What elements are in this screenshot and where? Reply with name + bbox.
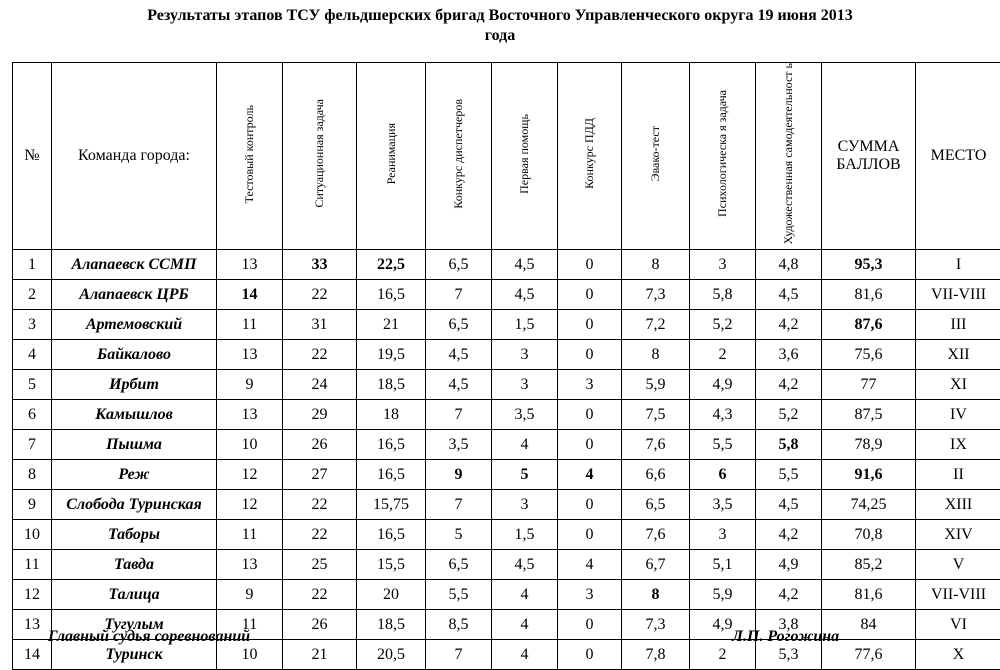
cell-reanim: 16,5 (357, 460, 426, 490)
cell-sum: 77 (822, 370, 916, 400)
table-row (13, 460, 1000, 490)
cell-sum: 78,9 (822, 430, 916, 460)
cell-art: 5,8 (756, 430, 822, 460)
footer-judge-label: Главный судья соревнований (48, 628, 250, 646)
cell-place: XII (916, 340, 1000, 370)
cell-sum: 87,5 (822, 400, 916, 430)
table-header-row (13, 63, 1000, 250)
cell-art: 4,2 (756, 520, 822, 550)
header-art (756, 63, 822, 250)
cell-num: 3 (13, 310, 52, 340)
cell-num: 5 (13, 370, 52, 400)
cell-disp: 5,5 (426, 580, 492, 610)
cell-disp: 7 (426, 640, 492, 670)
footer-judge-name: Л.П. Рогожина (732, 628, 839, 646)
cell-situ: 25 (283, 550, 357, 580)
cell-psych: 3 (690, 520, 756, 550)
cell-disp: 6,5 (426, 310, 492, 340)
header-psych (690, 63, 756, 250)
cell-psych: 4,9 (690, 610, 756, 640)
cell-sum: 84 (822, 610, 916, 640)
cell-sum: 81,6 (822, 580, 916, 610)
header-situ-label: Ситуационная задача (313, 99, 326, 208)
cell-num: 2 (13, 280, 52, 310)
cell-evac: 8 (622, 250, 690, 280)
cell-art: 4,2 (756, 580, 822, 610)
cell-situ: 24 (283, 370, 357, 400)
cell-pdd: 0 (558, 250, 622, 280)
cell-art: 3,8 (756, 610, 822, 640)
cell-disp: 7 (426, 400, 492, 430)
cell-evac: 5,9 (622, 370, 690, 400)
cell-pdd: 0 (558, 430, 622, 460)
cell-place: IV (916, 400, 1000, 430)
cell-sum: 74,25 (822, 490, 916, 520)
cell-situ: 27 (283, 460, 357, 490)
cell-art: 4,2 (756, 370, 822, 400)
cell-art: 5,5 (756, 460, 822, 490)
cell-team: Алапаевск ЦРБ (52, 280, 217, 310)
header-test (217, 63, 283, 250)
table-row (13, 430, 1000, 460)
cell-art: 5,3 (756, 640, 822, 670)
cell-team: Ирбит (52, 370, 217, 400)
table-row (13, 250, 1000, 280)
cell-num: 1 (13, 250, 52, 280)
cell-disp: 4,5 (426, 340, 492, 370)
cell-situ: 26 (283, 430, 357, 460)
cell-place: VII-VIII (916, 580, 1000, 610)
cell-team: Реж (52, 460, 217, 490)
header-num: № (13, 63, 52, 250)
cell-sum: 81,6 (822, 280, 916, 310)
cell-test: 11 (217, 310, 283, 340)
cell-num: 11 (13, 550, 52, 580)
cell-art: 4,9 (756, 550, 822, 580)
cell-evac: 7,2 (622, 310, 690, 340)
cell-pdd: 3 (558, 370, 622, 400)
cell-first-aid: 4 (492, 580, 558, 610)
cell-evac: 7,3 (622, 610, 690, 640)
title-line-2: года (0, 26, 1000, 46)
cell-evac: 7,5 (622, 400, 690, 430)
cell-test: 9 (217, 580, 283, 610)
cell-num: 4 (13, 340, 52, 370)
cell-situ: 22 (283, 580, 357, 610)
cell-situ: 26 (283, 610, 357, 640)
header-disp (426, 63, 492, 250)
cell-test: 11 (217, 610, 283, 640)
cell-disp: 9 (426, 460, 492, 490)
cell-first-aid: 3 (492, 370, 558, 400)
cell-situ: 29 (283, 400, 357, 430)
header-art-label: Художественная самодеятельност ь (782, 63, 795, 244)
cell-pdd: 3 (558, 580, 622, 610)
cell-disp: 8,5 (426, 610, 492, 640)
table-body (13, 250, 1000, 670)
cell-first-aid: 4,5 (492, 550, 558, 580)
cell-sum: 77,6 (822, 640, 916, 670)
cell-reanim: 20,5 (357, 640, 426, 670)
cell-team: Тавда (52, 550, 217, 580)
cell-first-aid: 5 (492, 460, 558, 490)
cell-reanim: 16,5 (357, 520, 426, 550)
cell-first-aid: 4 (492, 640, 558, 670)
cell-team: Пышма (52, 430, 217, 460)
cell-situ: 21 (283, 640, 357, 670)
cell-team: Тугулым (52, 610, 217, 640)
page-title (0, 6, 1000, 46)
cell-evac: 7,3 (622, 280, 690, 310)
cell-place: XIII (916, 490, 1000, 520)
header-first-aid (492, 63, 558, 250)
cell-situ: 22 (283, 280, 357, 310)
cell-disp: 6,5 (426, 550, 492, 580)
cell-place: VI (916, 610, 1000, 640)
table-row (13, 340, 1000, 370)
cell-psych: 4,3 (690, 400, 756, 430)
cell-num: 8 (13, 460, 52, 490)
cell-team: Туринск (52, 640, 217, 670)
cell-team: Байкалово (52, 340, 217, 370)
cell-disp: 7 (426, 280, 492, 310)
cell-evac: 6,6 (622, 460, 690, 490)
cell-reanim: 18,5 (357, 610, 426, 640)
cell-disp: 6,5 (426, 250, 492, 280)
cell-disp: 7 (426, 490, 492, 520)
header-disp-label: Конкурс диспетчеров (452, 99, 465, 209)
cell-art: 5,2 (756, 400, 822, 430)
cell-pdd: 4 (558, 460, 622, 490)
table-row (13, 580, 1000, 610)
cell-psych: 2 (690, 340, 756, 370)
header-test-label: Тестовый контроль (243, 105, 256, 203)
cell-first-aid: 3 (492, 490, 558, 520)
table-row (13, 310, 1000, 340)
cell-num: 13 (13, 610, 52, 640)
cell-place: III (916, 310, 1000, 340)
cell-team: Таборы (52, 520, 217, 550)
cell-place: I (916, 250, 1000, 280)
cell-pdd: 0 (558, 640, 622, 670)
cell-team: Слобода Туринская (52, 490, 217, 520)
cell-art: 4,8 (756, 250, 822, 280)
cell-sum: 75,6 (822, 340, 916, 370)
cell-pdd: 4 (558, 550, 622, 580)
cell-reanim: 22,5 (357, 250, 426, 280)
cell-psych: 3,5 (690, 490, 756, 520)
cell-evac: 8 (622, 340, 690, 370)
cell-test: 10 (217, 430, 283, 460)
cell-psych: 5,9 (690, 580, 756, 610)
cell-first-aid: 1,5 (492, 310, 558, 340)
cell-test: 13 (217, 340, 283, 370)
cell-art: 4,5 (756, 280, 822, 310)
cell-psych: 2 (690, 640, 756, 670)
cell-num: 10 (13, 520, 52, 550)
cell-psych: 5,1 (690, 550, 756, 580)
cell-situ: 22 (283, 340, 357, 370)
cell-evac: 7,6 (622, 430, 690, 460)
cell-situ: 33 (283, 250, 357, 280)
cell-pdd: 0 (558, 280, 622, 310)
cell-evac: 7,8 (622, 640, 690, 670)
cell-psych: 5,2 (690, 310, 756, 340)
header-first-aid-label: Первая помощь (518, 114, 531, 194)
cell-test: 10 (217, 640, 283, 670)
cell-team: Артемовский (52, 310, 217, 340)
header-evac (622, 63, 690, 250)
cell-test: 9 (217, 370, 283, 400)
cell-place: VII-VIII (916, 280, 1000, 310)
cell-test: 13 (217, 550, 283, 580)
header-sum: СУММА БАЛЛОВ (822, 63, 916, 250)
cell-test: 13 (217, 400, 283, 430)
cell-sum: 85,2 (822, 550, 916, 580)
cell-test: 11 (217, 520, 283, 550)
header-team: Команда города: (52, 63, 217, 250)
cell-psych: 4,9 (690, 370, 756, 400)
cell-reanim: 15,75 (357, 490, 426, 520)
cell-num: 14 (13, 640, 52, 670)
cell-place: X (916, 640, 1000, 670)
cell-art: 4,5 (756, 490, 822, 520)
header-pdd (558, 63, 622, 250)
results-table (12, 62, 1000, 670)
cell-num: 12 (13, 580, 52, 610)
cell-psych: 5,5 (690, 430, 756, 460)
cell-reanim: 16,5 (357, 280, 426, 310)
cell-disp: 5 (426, 520, 492, 550)
cell-pdd: 0 (558, 340, 622, 370)
table-row (13, 550, 1000, 580)
cell-sum: 95,3 (822, 250, 916, 280)
cell-psych: 5,8 (690, 280, 756, 310)
cell-situ: 22 (283, 520, 357, 550)
cell-pdd: 0 (558, 310, 622, 340)
cell-situ: 22 (283, 490, 357, 520)
cell-evac: 6,7 (622, 550, 690, 580)
title-line-1: Результаты этапов ТСУ фельдшерских бригад Восточного Управленческого округа 19 июня 2013 (0, 6, 1000, 26)
cell-first-aid: 1,5 (492, 520, 558, 550)
cell-psych: 3 (690, 250, 756, 280)
cell-first-aid: 4 (492, 430, 558, 460)
cell-pdd: 0 (558, 520, 622, 550)
cell-place: IX (916, 430, 1000, 460)
cell-num: 9 (13, 490, 52, 520)
cell-first-aid: 3 (492, 340, 558, 370)
cell-psych: 6 (690, 460, 756, 490)
cell-art: 4,2 (756, 310, 822, 340)
cell-team: Алапаевск ССМП (52, 250, 217, 280)
cell-test: 12 (217, 460, 283, 490)
cell-pdd: 0 (558, 490, 622, 520)
cell-pdd: 0 (558, 610, 622, 640)
header-situ (283, 63, 357, 250)
cell-reanim: 15,5 (357, 550, 426, 580)
cell-first-aid: 3,5 (492, 400, 558, 430)
cell-disp: 4,5 (426, 370, 492, 400)
table-row (13, 520, 1000, 550)
header-place: МЕСТО (916, 63, 1000, 250)
cell-test: 14 (217, 280, 283, 310)
table-row (13, 400, 1000, 430)
cell-evac: 7,6 (622, 520, 690, 550)
cell-pdd: 0 (558, 400, 622, 430)
cell-place: V (916, 550, 1000, 580)
cell-sum: 87,6 (822, 310, 916, 340)
cell-place: II (916, 460, 1000, 490)
cell-test: 12 (217, 490, 283, 520)
table-row (13, 280, 1000, 310)
cell-first-aid: 4 (492, 610, 558, 640)
cell-reanim: 20 (357, 580, 426, 610)
header-reanim (357, 63, 426, 250)
cell-situ: 31 (283, 310, 357, 340)
cell-disp: 3,5 (426, 430, 492, 460)
header-psych-label: Психологическа я задача (716, 90, 729, 217)
cell-place: XIV (916, 520, 1000, 550)
cell-team: Камышлов (52, 400, 217, 430)
cell-test: 13 (217, 250, 283, 280)
cell-sum: 91,6 (822, 460, 916, 490)
cell-num: 7 (13, 430, 52, 460)
header-reanim-label: Реанимация (385, 123, 398, 184)
cell-reanim: 19,5 (357, 340, 426, 370)
cell-num: 6 (13, 400, 52, 430)
cell-sum: 70,8 (822, 520, 916, 550)
cell-evac: 6,5 (622, 490, 690, 520)
cell-first-aid: 4,5 (492, 250, 558, 280)
cell-first-aid: 4,5 (492, 280, 558, 310)
cell-place: XI (916, 370, 1000, 400)
table-row (13, 490, 1000, 520)
cell-reanim: 18 (357, 400, 426, 430)
table-row (13, 370, 1000, 400)
cell-reanim: 21 (357, 310, 426, 340)
cell-reanim: 16,5 (357, 430, 426, 460)
cell-reanim: 18,5 (357, 370, 426, 400)
cell-team: Талица (52, 580, 217, 610)
cell-evac: 8 (622, 580, 690, 610)
cell-art: 3,6 (756, 340, 822, 370)
header-evac-label: Эвако-тест (649, 126, 662, 181)
header-pdd-label: Конкурс ПДД (583, 118, 596, 189)
